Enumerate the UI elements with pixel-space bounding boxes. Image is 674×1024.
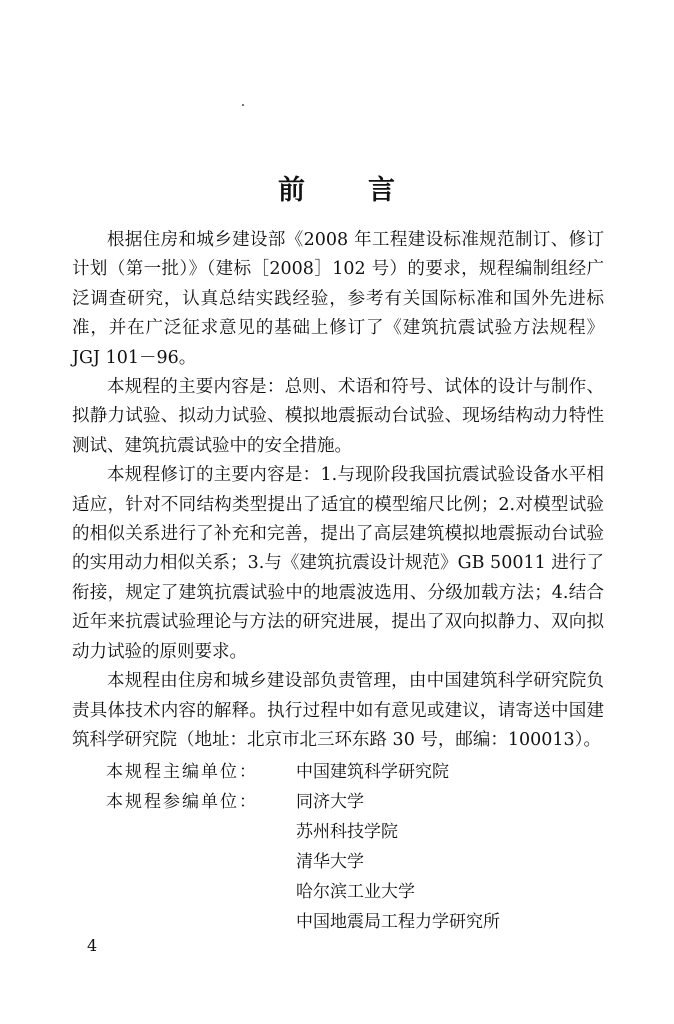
page-number: 4: [87, 936, 98, 955]
chief-unit: 中国建筑科学研究院: [296, 762, 449, 782]
participating-unit: 哈尔滨工业大学: [296, 882, 415, 902]
preface-body: [72, 226, 604, 755]
scan-dot: [242, 104, 244, 106]
title-char-2: 言: [368, 175, 396, 207]
paragraph-4: 本规程由住房和城乡建设部负责管理，由中国建筑科学研究院负责具体技术内容的解释。执行过程中如有意见或建议，请寄送中国建筑科学研究院（地址：北京市北三环东路 30 号，邮编：100013）。: [72, 671, 604, 750]
paragraph-2: 本规程的主要内容是：总则、术语和符号、试体的设计与制作、拟静力试验、拟动力试验、模拟地震振动台试验、现场结构动力特性测试、建筑抗震试验中的安全措施。: [72, 377, 604, 456]
participating-unit-label: 本规程参编单位：: [106, 792, 258, 812]
chief-unit-row: [106, 757, 500, 787]
participating-unit: 苏州科技学院: [296, 822, 398, 842]
chief-unit-label: 本规程主编单位：: [106, 762, 258, 782]
paragraph-1: 根据住房和城乡建设部《2008 年工程建设标准规范制订、修订计划（第一批）》（建标［2008］102 号）的要求，规程编制组经广泛调查研究，认真总结实践经验，参考有关国际标准和国外先进标准，并在广泛征求意见的基础上修订了《建筑抗震试验方法规程》JGJ 101－96。: [72, 230, 604, 368]
participating-unit: 清华大学: [296, 852, 364, 872]
paragraph-3: 本规程修订的主要内容是：1.与现阶段我国抗震试验设备水平相适应，针对不同结构类型提出了适宜的模型缩尺比例；2.对模型试验的相似关系进行了补充和完善，提出了高层建筑模拟地震振动台试验的实用动力相似关系；3.与《建筑抗震设计规范》GB 50011 进行了衔接，规定了建筑抗震试验中的地震波选用、分级加载方法；4.结合近年来抗震试验理论与方法的研究进展，提出了双向拟静力、双向拟动力试验的原则要求。: [72, 465, 604, 662]
title-char-1: 前: [278, 175, 306, 207]
editing-units: [106, 757, 500, 937]
participating-unit-row: [106, 787, 500, 817]
page-title: [0, 168, 674, 207]
participating-unit: 同济大学: [296, 792, 364, 812]
participating-unit: 中国地震局工程力学研究所: [296, 912, 500, 932]
